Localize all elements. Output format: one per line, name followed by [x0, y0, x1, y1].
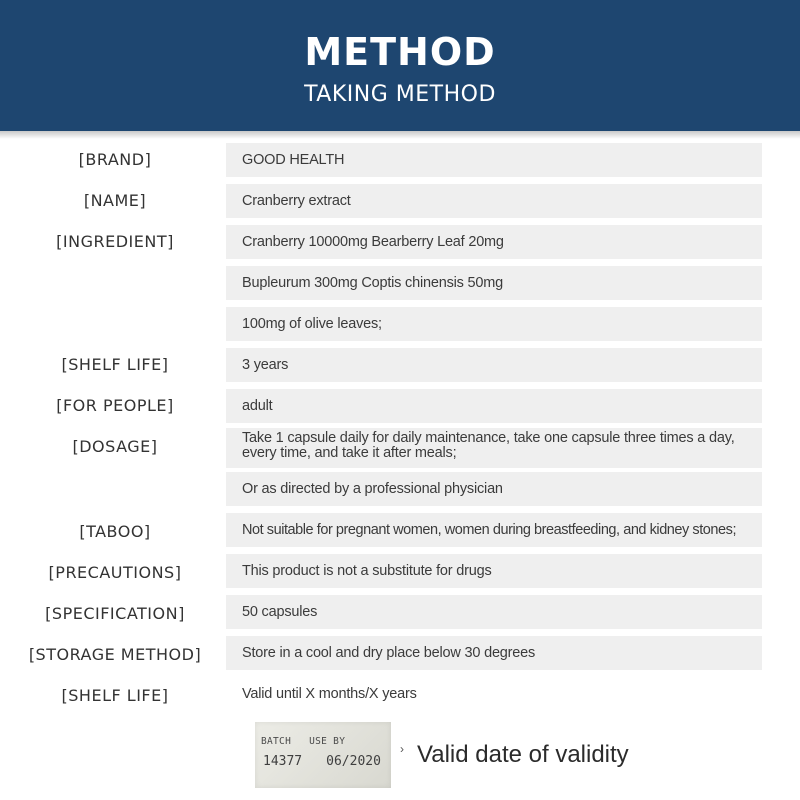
value-shelf-life: 3 years	[226, 348, 762, 382]
value-specification: 50 capsules	[226, 595, 762, 629]
label-storage-method: [STORAGE METHOD]	[28, 645, 202, 664]
stamp-code	[263, 754, 381, 769]
value-precautions: This product is not a substitute for drugs	[226, 554, 762, 588]
value-dosage-2: Or as directed by a professional physician	[226, 472, 762, 506]
caption-bullet: ›	[400, 742, 404, 756]
value-dosage: Take 1 capsule daily for daily maintenance, take one capsule three times a day, every time, and take it after meals;	[226, 428, 762, 468]
page-subtitle: TAKING METHOD	[304, 82, 496, 107]
value-ingredient-3: 100mg of olive leaves;	[226, 307, 762, 341]
label-brand: [BRAND]	[78, 150, 152, 169]
value-ingredient-2: Bupleurum 300mg Coptis chinensis 50mg	[226, 266, 762, 300]
label-for-people: [FOR PEOPLE]	[56, 396, 174, 415]
label-shelf-life: [SHELF LIFE]	[61, 355, 169, 374]
label-dosage: [DOSAGE]	[72, 437, 158, 456]
value-storage-method: Store in a cool and dry place below 30 degrees	[226, 636, 762, 670]
label-precautions: [PRECAUTIONS]	[48, 563, 182, 582]
header-shadow	[0, 131, 800, 139]
use-by-date: 06/2020	[326, 754, 381, 769]
label-ingredient: [INGREDIENT]	[56, 232, 174, 251]
stamp-header	[261, 736, 345, 747]
header-banner	[0, 0, 800, 131]
label-name: [NAME]	[83, 191, 147, 210]
value-for-people: adult	[226, 389, 762, 423]
label-specification: [SPECIFICATION]	[45, 604, 185, 623]
label-taboo: [TABOO]	[79, 522, 151, 541]
value-ingredient-1: Cranberry 10000mg Bearberry Leaf 20mg	[226, 225, 762, 259]
stamp-caption: Valid date of validity	[417, 741, 629, 768]
value-brand: GOOD HEALTH	[226, 143, 762, 177]
value-taboo: Not suitable for pregnant women, women during breastfeeding, and kidney stones;	[226, 513, 762, 547]
use-by-label: USE BY	[309, 736, 346, 747]
batch-stamp-image	[255, 722, 391, 788]
value-name: Cranberry extract	[226, 184, 762, 218]
label-shelf-life-2: [SHELF LIFE]	[61, 686, 169, 705]
page-title: METHOD	[304, 30, 496, 74]
batch-number: 14377	[263, 754, 303, 769]
batch-label: BATCH	[261, 736, 292, 747]
value-shelf-life-2: Valid until X months/X years	[242, 686, 417, 702]
